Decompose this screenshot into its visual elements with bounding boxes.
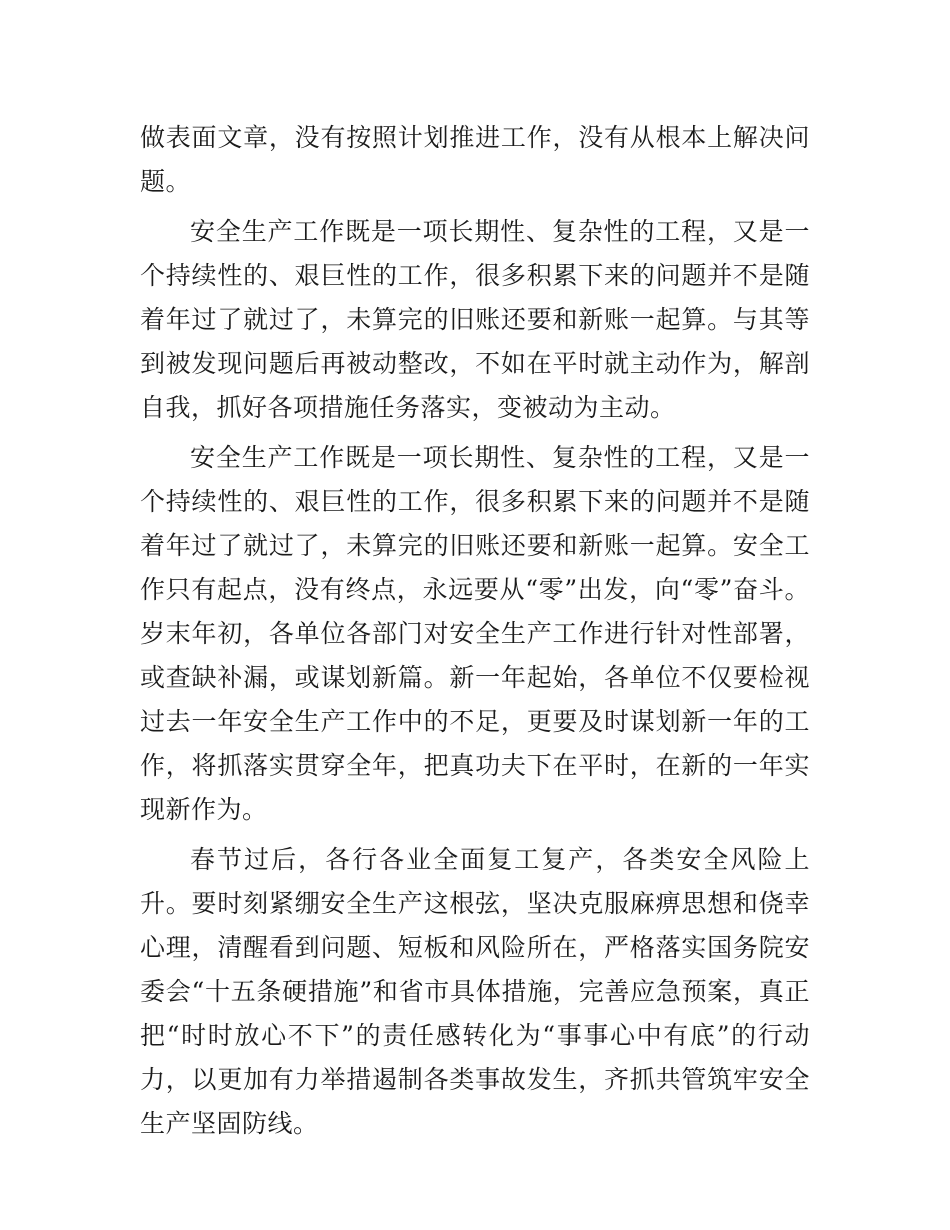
paragraph-continuation: 做表面文章，没有按照计划推进工作，没有从根本上解决问题。	[140, 123, 810, 196]
paragraph-zero-start: 安全生产工作既是一项长期性、复杂性的工程，又是一个持续性的、艰巨性的工作，很多积累下来的问题并不是随着年过了就过了，未算完的旧账还要和新账一起算。安全工作只有起点，没有终点，永远要从“零”出发，向“零”奋斗。岁末年初，各单位各部门对安全生产工作进行针对性部署，或查缺补漏，或谋划新篇。新一年起始，各单位不仅要检视过去一年安全生产工作中的不足，更要及时谋划新一年的工作，将抓落实贯穿全年，把真功夫下在平时，在新的一年实现新作为。	[140, 443, 810, 824]
paragraph-long-term-safety: 安全生产工作既是一项长期性、复杂性的工程，又是一个持续性的、艰巨性的工作，很多积累下来的问题并不是随着年过了就过了，未算完的旧账还要和新账一起算。与其等到被发现问题后再被动整改，不如在平时就主动作为，解剖自我，抓好各项措施任务落实，变被动为主动。	[140, 217, 810, 422]
paragraph-spring-festival: 春节过后，各行各业全面复工复产，各类安全风险上升。要时刻紧绷安全生产这根弦，坚决克服麻痹思想和侥幸心理，清醒看到问题、短板和风险所在，严格落实国务院安委会“十五条硬措施”和省市具体措施，完善应急预案，真正把“时时放心不下”的责任感转化为“事事心中有底”的行动力，以更加有力举措遏制各类事故发生，齐抓共管筑牢安全生产坚固防线。	[140, 845, 810, 1138]
document-body	[140, 116, 810, 1152]
